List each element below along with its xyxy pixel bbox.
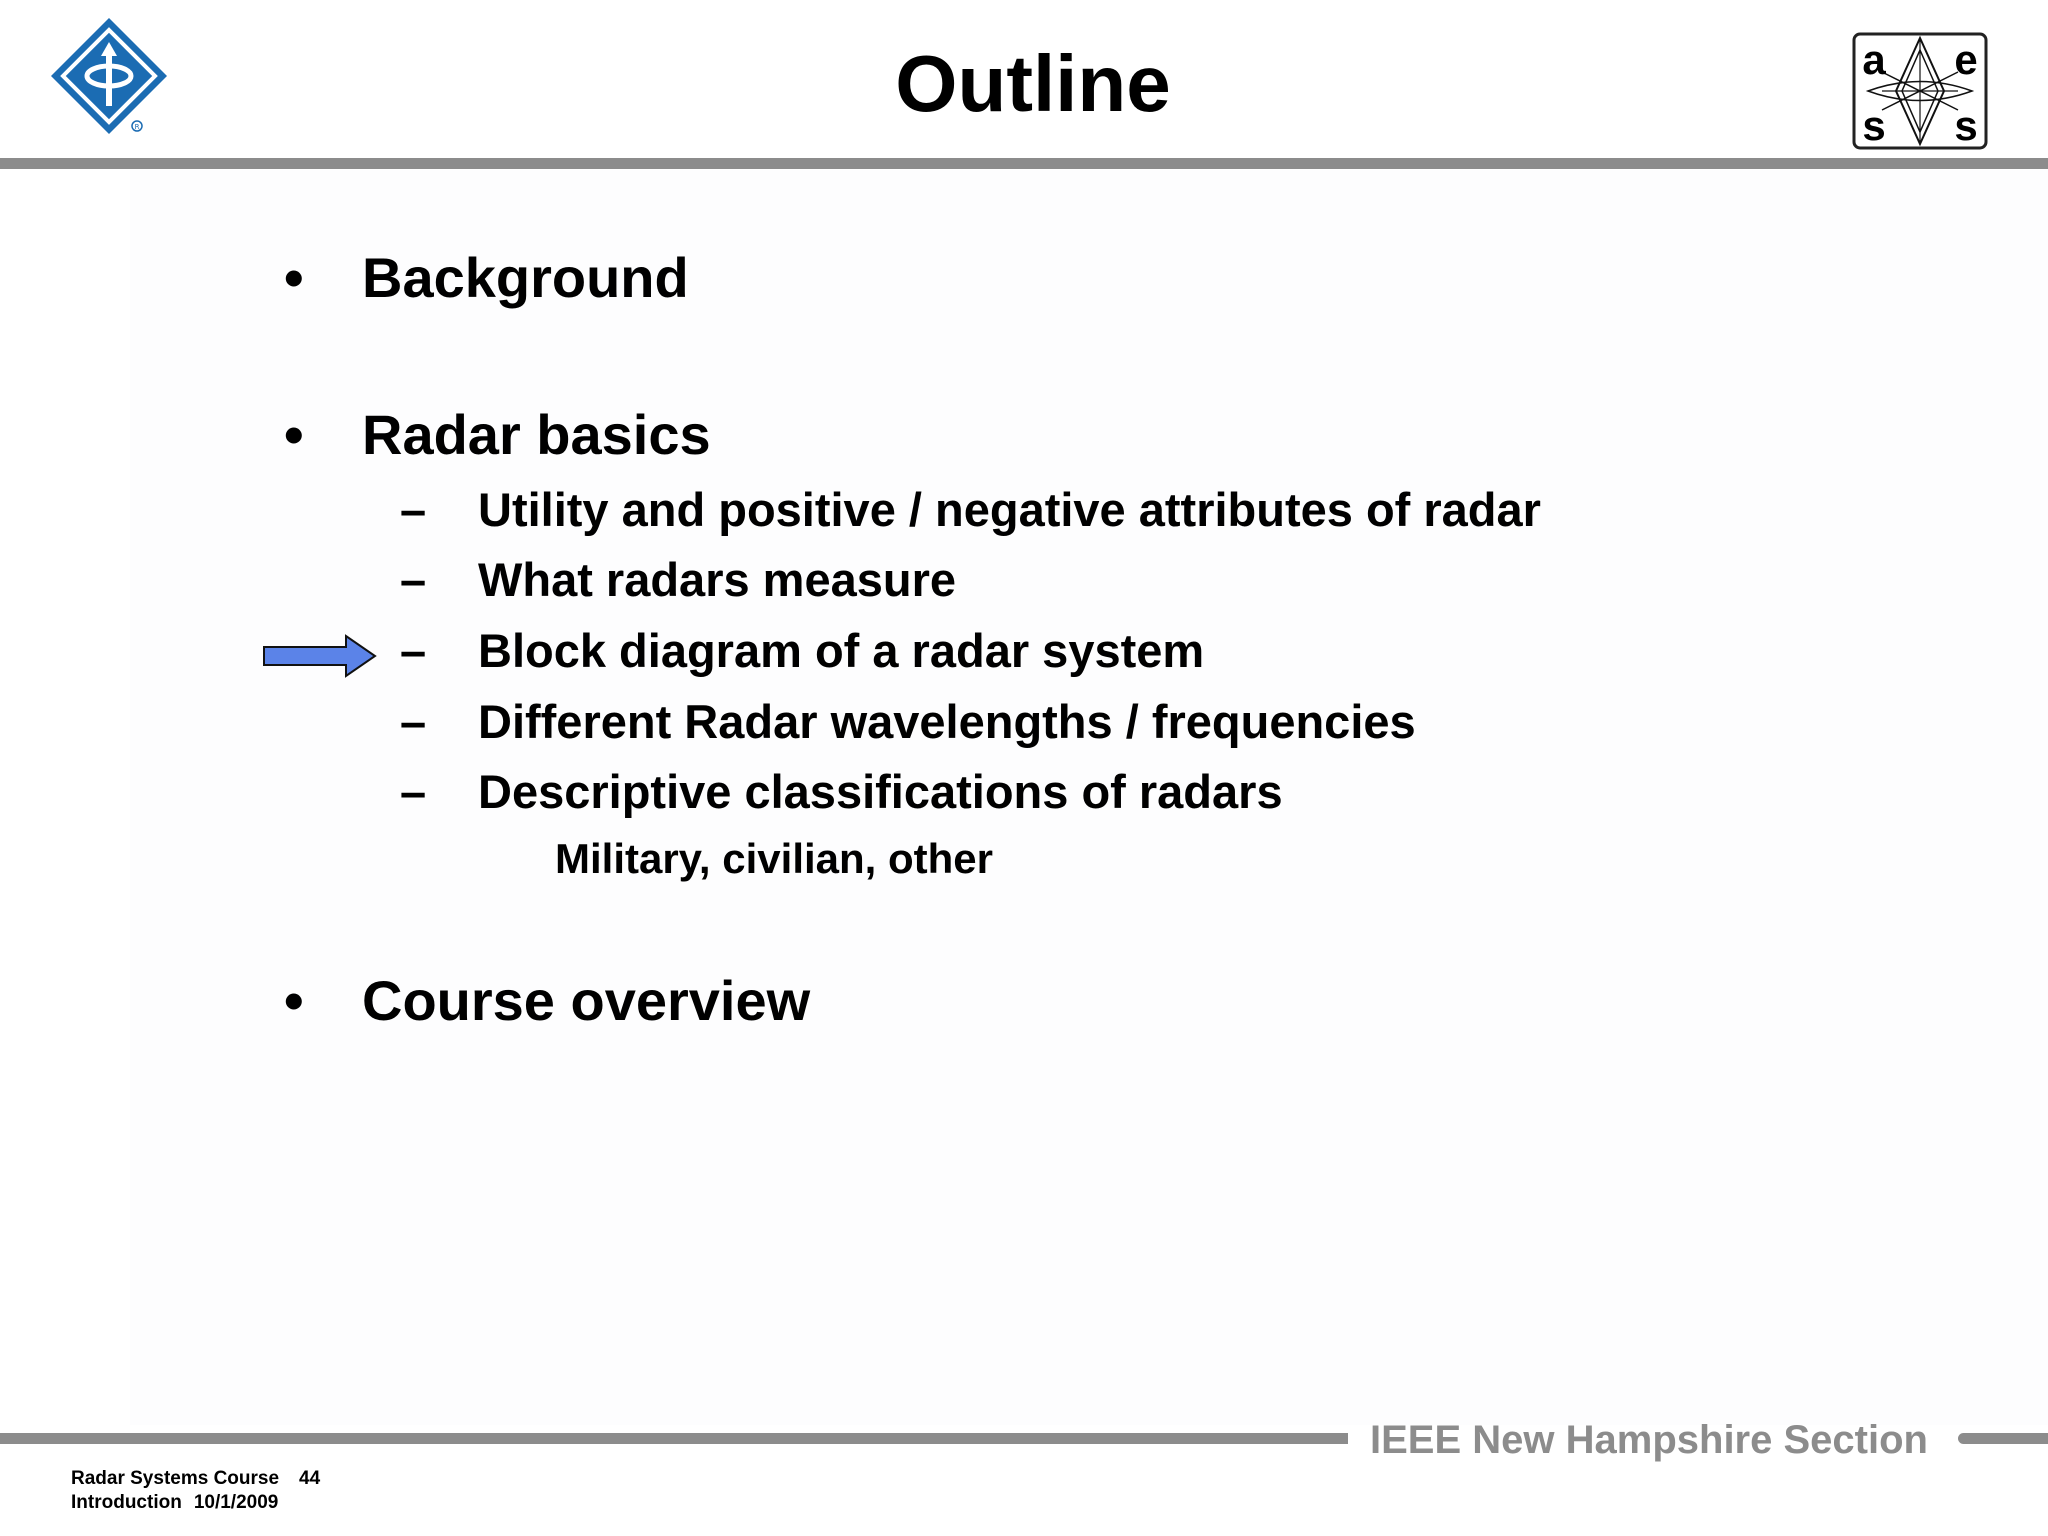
footer-course-name: Radar Systems Course xyxy=(71,1468,280,1489)
header-divider xyxy=(0,158,2048,169)
outline-subitem-utility: Utility and positive / negative attributes of radar xyxy=(478,483,1541,536)
outline-subitem-wavelengths: Different Radar wavelengths / frequencies xyxy=(478,695,1416,748)
bullet-marker: • xyxy=(284,246,304,309)
bullet-marker: • xyxy=(284,403,304,466)
outline-subitem-measure: What radars measure xyxy=(478,553,957,606)
aess-letter-s-left: s xyxy=(1862,102,1886,149)
aess-logo-icon xyxy=(1852,32,1988,150)
footer-divider-right xyxy=(1958,1433,2048,1444)
dash-marker: – xyxy=(400,765,427,818)
arrow-right-icon xyxy=(262,634,378,678)
bullet-marker: • xyxy=(284,969,304,1032)
slide-title: Outline xyxy=(895,39,1171,128)
footer-page-number: 44 xyxy=(299,1468,321,1489)
footer-course-line xyxy=(71,1467,320,1491)
aess-letter-e: e xyxy=(1954,36,1978,83)
svg-text:R: R xyxy=(134,123,140,131)
dash-marker: – xyxy=(400,695,427,748)
footer-lecture-name: Introduction xyxy=(71,1492,182,1513)
footer-lecture-line xyxy=(71,1491,278,1515)
footer-section-label: IEEE New Hampshire Section xyxy=(1370,1418,1928,1462)
dash-marker: – xyxy=(400,624,427,677)
dash-marker: – xyxy=(400,553,427,606)
outline-item-radar-basics: Radar basics xyxy=(362,403,711,466)
outline-subsubitem-military-civilian: Military, civilian, other xyxy=(555,835,994,882)
outline-subitem-classifications: Descriptive classifications of radars xyxy=(478,765,1283,818)
aess-letter-a: a xyxy=(1862,36,1886,83)
outline-item-course-overview: Course overview xyxy=(362,969,811,1032)
dash-marker: – xyxy=(400,483,427,536)
outline-subitem-block-diagram: Block diagram of a radar system xyxy=(478,624,1205,677)
aess-letter-s-right: s xyxy=(1954,102,1978,149)
footer-divider-left xyxy=(0,1433,1348,1444)
footer-date: 10/1/2009 xyxy=(193,1492,279,1513)
outline-item-background: Background xyxy=(362,246,689,309)
